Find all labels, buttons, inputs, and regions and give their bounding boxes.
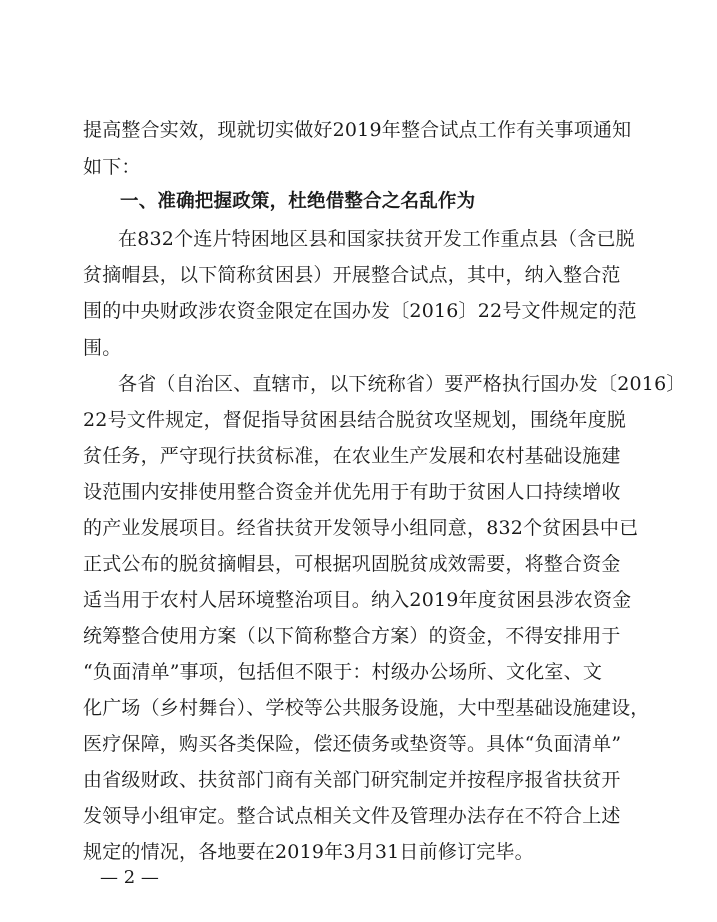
body-line-16: “负面清单”事项，包括但不限于：村级办公场所、文化室、文 — [83, 661, 603, 683]
body-line-19: 由省级财政、扶贫部门商有关部门研究制定并按程序报省扶贫开 — [83, 769, 621, 791]
body-line-4: 在832个连片特困地区县和国家扶贫开发工作重点县（含已脱 — [118, 228, 635, 250]
body-line-12: 的产业发展项目。经省扶贫开发领导小组同意，832个贫困县中已 — [83, 517, 639, 539]
body-line-2: 如下： — [83, 156, 141, 178]
body-line-9: 22号文件规定，督促指导贫困县结合脱贫攻坚规划，围绕年度脱 — [83, 409, 626, 431]
page-number: — 2 — — [100, 867, 159, 888]
body-line-7: 围。 — [83, 337, 122, 359]
body-line-17: 化广场（乡村舞台）、学校等公共服务设施，大中型基础设施建设， — [83, 697, 650, 719]
body-line-21: 规定的情况，各地要在2019年3月31日前修订完毕。 — [83, 841, 534, 863]
section-heading-1: 一、准确把握政策，杜绝借整合之名乱作为 — [120, 191, 476, 212]
body-line-15: 统筹整合使用方案（以下简称整合方案）的资金，不得安排用于 — [83, 625, 621, 647]
body-line-5: 贫摘帽县，以下简称贫困县）开展整合试点，其中，纳入整合范 — [83, 264, 621, 286]
body-line-20: 发领导小组审定。整合试点相关文件及管理办法存在不符合上述 — [83, 805, 621, 827]
body-line-6: 围的中央财政涉农资金限定在国办发〔2016〕22号文件规定的范 — [83, 300, 637, 322]
body-line-18: 医疗保障，购买各类保险，偿还债务或垫资等。具体“负面清单” — [83, 733, 622, 755]
body-line-8: 各省（自治区、直辖市，以下统称省）要严格执行国办发〔2016〕 — [118, 373, 686, 395]
body-line-11: 设范围内安排使用整合资金并优先用于有助于贫困人口持续增收 — [83, 481, 621, 503]
body-line-14: 适当用于农村人居环境整治项目。纳入2019年度贫困县涉农资金 — [83, 589, 632, 611]
body-line-13: 正式公布的脱贫摘帽县，可根据巩固脱贫成效需要，将整合资金 — [83, 553, 621, 575]
body-line-10: 贫任务，严守现行扶贫标准，在农业生产发展和农村基础设施建 — [83, 445, 621, 467]
body-line-1: 提高整合实效，现就切实做好2019年整合试点工作有关事项通知 — [83, 119, 632, 141]
